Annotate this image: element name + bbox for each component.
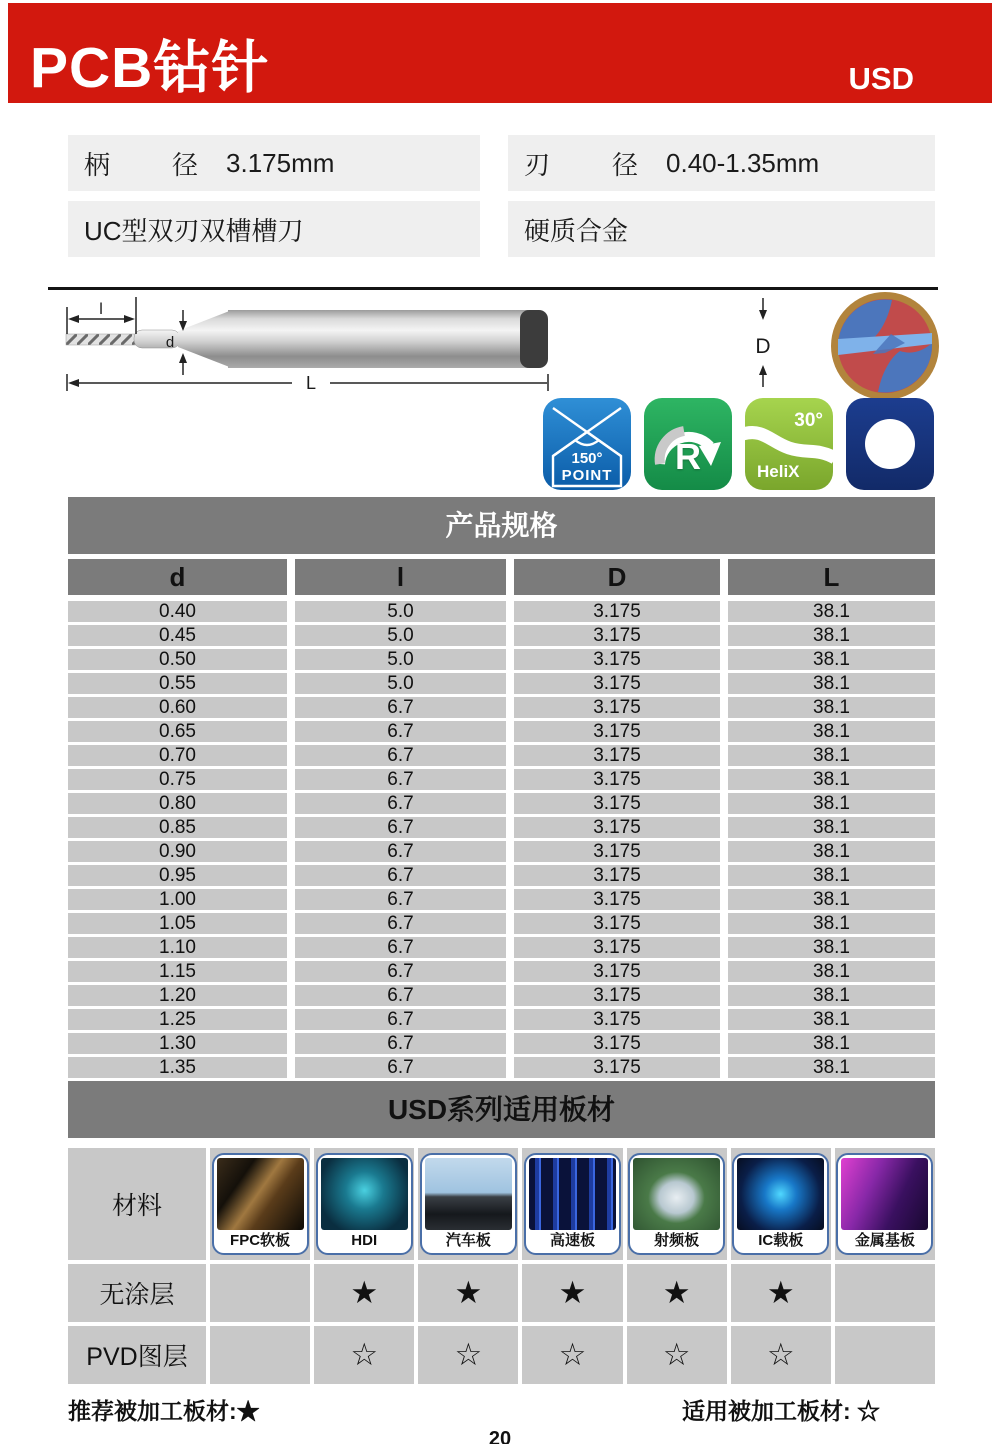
spec-table-cell: 3.175 bbox=[514, 697, 720, 718]
spec-table-cell: 0.40 bbox=[68, 601, 287, 622]
spec-table-cell: 0.85 bbox=[68, 817, 287, 838]
uncoated-star-cell: ★ bbox=[418, 1264, 518, 1322]
spec-table-cell: 0.45 bbox=[68, 625, 287, 646]
spec-table-cell: 0.70 bbox=[68, 745, 287, 766]
spec-table-cell: 3.175 bbox=[514, 961, 720, 982]
spec-table-cell: 38.1 bbox=[728, 841, 935, 862]
legend-suitable: 适用被加工板材: ☆ bbox=[681, 1398, 880, 1424]
spec-table-cell: 6.7 bbox=[295, 769, 506, 790]
feature-icons bbox=[543, 398, 934, 490]
spec-table-cell: 0.75 bbox=[68, 769, 287, 790]
helix-angle-value: 30° bbox=[794, 410, 823, 431]
material-label: 金属基板 bbox=[854, 1232, 915, 1249]
spec-table-cell: 3.175 bbox=[514, 793, 720, 814]
spec-table-cell: 6.7 bbox=[295, 865, 506, 886]
spec-table-row bbox=[68, 793, 935, 814]
spec-table-cell: 38.1 bbox=[728, 961, 935, 982]
materials-row bbox=[68, 1148, 935, 1260]
blade-diameter-cell bbox=[508, 135, 935, 191]
material-cell bbox=[314, 1148, 414, 1260]
material-card bbox=[524, 1153, 621, 1255]
spec-table-row bbox=[68, 961, 935, 982]
blade-label2: 径 bbox=[612, 149, 639, 180]
uncoated-star-cell: ★ bbox=[627, 1264, 727, 1322]
spec-table-cell: 5.0 bbox=[295, 601, 506, 622]
spec-table-body bbox=[0, 601, 1000, 1078]
spec-table-cell: 6.7 bbox=[295, 889, 506, 910]
spec-table-cell: 38.1 bbox=[728, 793, 935, 814]
ring-dot bbox=[865, 419, 915, 469]
material-image-car bbox=[425, 1158, 512, 1230]
spec-table-row bbox=[68, 1057, 935, 1078]
blade-value: 0.40-1.35mm bbox=[666, 147, 820, 178]
material-card bbox=[420, 1153, 517, 1255]
shank-value: 3.175mm bbox=[226, 147, 335, 178]
spec-table-row bbox=[68, 865, 935, 886]
spec-table-cell: 38.1 bbox=[728, 913, 935, 934]
blade-label: 刃 bbox=[524, 149, 551, 180]
spec-summary-row-1 bbox=[68, 135, 935, 191]
spec-table-cell: 3.175 bbox=[514, 1057, 720, 1078]
dim-L-label: L bbox=[305, 373, 317, 393]
pvd-star-cell bbox=[835, 1326, 935, 1384]
spec-table-cell: 38.1 bbox=[728, 769, 935, 790]
material-cell: 硬质合金 bbox=[508, 201, 935, 257]
uncoated-star-cell bbox=[210, 1264, 310, 1322]
spec-table-cell: 3.175 bbox=[514, 673, 720, 694]
spec-table-cell: 1.00 bbox=[68, 889, 287, 910]
uncoated-star-cell: ★ bbox=[522, 1264, 622, 1322]
shank-label: 柄 bbox=[84, 149, 111, 180]
pvd-star-cell: ☆ bbox=[418, 1326, 518, 1384]
spec-table-cell: 6.7 bbox=[295, 937, 506, 958]
pvd-star-cell bbox=[210, 1326, 310, 1384]
spec-table-cell: 38.1 bbox=[728, 649, 935, 670]
spec-table-cell: 1.30 bbox=[68, 1033, 287, 1054]
spec-table-cell: 6.7 bbox=[295, 1057, 506, 1078]
spec-table-cell: 0.90 bbox=[68, 841, 287, 862]
dim-l-label: l bbox=[99, 301, 103, 318]
spec-table-cell: 3.175 bbox=[514, 1009, 720, 1030]
spec-table-row bbox=[68, 889, 935, 910]
spec-table-row bbox=[68, 937, 935, 958]
dim-d-label: d bbox=[165, 334, 175, 351]
page-number: 20 bbox=[488, 1428, 512, 1444]
material-cell bbox=[627, 1148, 727, 1260]
material-image-ic bbox=[737, 1158, 824, 1230]
shank-diameter-cell bbox=[68, 135, 480, 191]
helix-caption: HeliX bbox=[757, 462, 800, 481]
spec-table-cell: 38.1 bbox=[728, 625, 935, 646]
spec-summary-row-2 bbox=[68, 201, 935, 257]
legend-footer bbox=[68, 1393, 880, 1426]
dim-D-label: D bbox=[755, 335, 771, 358]
materials-row-label: 材料 bbox=[68, 1148, 206, 1260]
spec-table-row bbox=[68, 985, 935, 1006]
spec-table-cell: 3.175 bbox=[514, 865, 720, 886]
legend-recommended: 推荐被加工板材:★ bbox=[68, 1398, 260, 1424]
material-label: IC载板 bbox=[758, 1232, 804, 1249]
spec-table-cell: 0.60 bbox=[68, 697, 287, 718]
spec-table-row bbox=[68, 697, 935, 718]
spec-table-cell: 3.175 bbox=[514, 1033, 720, 1054]
spec-table-cell: 3.175 bbox=[514, 841, 720, 862]
uncoated-star-cell: ★ bbox=[314, 1264, 414, 1322]
drill-bit-shape bbox=[66, 310, 548, 368]
spec-table-row bbox=[68, 745, 935, 766]
spec-table-row bbox=[68, 649, 935, 670]
tool-type-cell: UC型双刃双槽槽刀 bbox=[68, 201, 480, 257]
spec-table-cell: 3.175 bbox=[514, 937, 720, 958]
spec-table-cell: 5.0 bbox=[295, 625, 506, 646]
material-cell bbox=[210, 1148, 310, 1260]
material-label: 汽车板 bbox=[445, 1232, 491, 1249]
material-label: 射频板 bbox=[654, 1232, 700, 1249]
spec-table-cell: 3.175 bbox=[514, 721, 720, 742]
drill-diagram bbox=[0, 290, 1000, 490]
spec-table-row bbox=[68, 817, 935, 838]
uncoated-star-cell bbox=[835, 1264, 935, 1322]
spec-table-cell: 38.1 bbox=[728, 1033, 935, 1054]
spec-summary bbox=[68, 135, 935, 257]
material-label: 高速板 bbox=[549, 1232, 595, 1249]
spec-table-row bbox=[68, 913, 935, 934]
spec-table-cell: 0.50 bbox=[68, 649, 287, 670]
spec-table-cell: 3.175 bbox=[514, 649, 720, 670]
spec-table-columns bbox=[68, 559, 935, 595]
radius-icon bbox=[644, 398, 732, 490]
spec-table-cell: 6.7 bbox=[295, 745, 506, 766]
series-code: USD bbox=[848, 60, 914, 96]
spec-table-cell: 6.7 bbox=[295, 841, 506, 862]
spec-table-cell: 0.95 bbox=[68, 865, 287, 886]
radius-letter: R bbox=[675, 436, 701, 477]
spec-table-cell: 1.10 bbox=[68, 937, 287, 958]
materials-title: USD系列适用板材 bbox=[68, 1081, 935, 1138]
spec-table-cell: 0.55 bbox=[68, 673, 287, 694]
pvd-star-label: PVD图层 bbox=[68, 1326, 206, 1384]
spec-table-cell: 0.65 bbox=[68, 721, 287, 742]
spec-table-row bbox=[68, 1033, 935, 1054]
page-header bbox=[8, 3, 992, 103]
spec-table-cell: 1.20 bbox=[68, 985, 287, 1006]
pvd-star-cell: ☆ bbox=[522, 1326, 622, 1384]
spec-table-cell: 1.05 bbox=[68, 913, 287, 934]
spec-table-cell: 6.7 bbox=[295, 817, 506, 838]
material-label: HDI bbox=[351, 1232, 378, 1249]
ring-icon bbox=[846, 398, 934, 490]
column-header: l bbox=[295, 559, 506, 595]
spec-table-cell: 1.15 bbox=[68, 961, 287, 982]
spec-table-cell: 3.175 bbox=[514, 913, 720, 934]
pvd-star-cell: ☆ bbox=[731, 1326, 831, 1384]
spec-table-cell: 1.25 bbox=[68, 1009, 287, 1030]
material-card bbox=[732, 1153, 829, 1255]
material-image-metal bbox=[841, 1158, 928, 1230]
spec-table-title: 产品规格 bbox=[68, 497, 935, 554]
helix-angle-icon bbox=[745, 398, 833, 490]
point-angle-caption: POINT bbox=[561, 467, 613, 484]
spec-table-cell: 3.175 bbox=[514, 817, 720, 838]
spec-table-cell: 3.175 bbox=[514, 625, 720, 646]
spec-table-cell: 0.80 bbox=[68, 793, 287, 814]
material-card bbox=[316, 1153, 413, 1255]
spec-table-cell: 3.175 bbox=[514, 601, 720, 622]
material-card bbox=[836, 1153, 933, 1255]
spec-table-row bbox=[68, 721, 935, 742]
material-image-rf bbox=[633, 1158, 720, 1230]
material-card bbox=[628, 1153, 725, 1255]
spec-table-row bbox=[68, 601, 935, 622]
spec-table-cell: 3.175 bbox=[514, 985, 720, 1006]
spec-table-cell: 6.7 bbox=[295, 1009, 506, 1030]
cross-section-image bbox=[831, 292, 939, 400]
material-image-server bbox=[529, 1158, 616, 1230]
uncoated-star-cell: ★ bbox=[731, 1264, 831, 1322]
material-cell bbox=[522, 1148, 622, 1260]
spec-table-cell: 38.1 bbox=[728, 745, 935, 766]
spec-table-cell: 6.7 bbox=[295, 985, 506, 1006]
spec-table-row bbox=[68, 769, 935, 790]
pvd-row bbox=[68, 1326, 935, 1384]
material-image-fpc bbox=[217, 1158, 304, 1230]
spec-table-cell: 38.1 bbox=[728, 937, 935, 958]
material-cell bbox=[418, 1148, 518, 1260]
spec-table-cell: 38.1 bbox=[728, 985, 935, 1006]
spec-table-cell: 38.1 bbox=[728, 1009, 935, 1030]
spec-table-cell: 6.7 bbox=[295, 1033, 506, 1054]
spec-table-cell: 38.1 bbox=[728, 1057, 935, 1078]
column-header: L bbox=[728, 559, 935, 595]
spec-table-cell: 38.1 bbox=[728, 673, 935, 694]
spec-table-cell: 5.0 bbox=[295, 649, 506, 670]
spec-table-row bbox=[68, 625, 935, 646]
uncoated-star-label: 无涂层 bbox=[68, 1264, 206, 1322]
page-title: PCB钻针 bbox=[30, 36, 270, 100]
column-header: D bbox=[514, 559, 720, 595]
spec-table-cell: 38.1 bbox=[728, 601, 935, 622]
spec-table-cell: 6.7 bbox=[295, 793, 506, 814]
spec-table-cell: 38.1 bbox=[728, 697, 935, 718]
point-angle-value: 150° bbox=[571, 450, 603, 467]
spec-table-cell: 6.7 bbox=[295, 697, 506, 718]
spec-table-cell: 38.1 bbox=[728, 817, 935, 838]
pvd-star-cell: ☆ bbox=[314, 1326, 414, 1384]
spec-table-row bbox=[68, 1009, 935, 1030]
spec-table-cell: 6.7 bbox=[295, 913, 506, 934]
point-angle-icon bbox=[543, 398, 631, 490]
column-header: d bbox=[68, 559, 287, 595]
spec-table-cell: 3.175 bbox=[514, 769, 720, 790]
spec-table-cell: 6.7 bbox=[295, 721, 506, 742]
spec-table-cell: 38.1 bbox=[728, 721, 935, 742]
spec-table-cell: 3.175 bbox=[514, 745, 720, 766]
spec-table-row bbox=[68, 841, 935, 862]
spec-table-cell: 3.175 bbox=[514, 889, 720, 910]
material-cell bbox=[835, 1148, 935, 1260]
pvd-star-cell: ☆ bbox=[627, 1326, 727, 1384]
material-cell bbox=[731, 1148, 831, 1260]
spec-table-cell: 38.1 bbox=[728, 889, 935, 910]
uncoated-row bbox=[68, 1264, 935, 1322]
spec-table-cell: 5.0 bbox=[295, 673, 506, 694]
spec-table-cell: 38.1 bbox=[728, 865, 935, 886]
material-label: FPC软板 bbox=[230, 1232, 291, 1249]
spec-table-row bbox=[68, 673, 935, 694]
material-image-hdi bbox=[321, 1158, 408, 1230]
spec-table-cell: 1.35 bbox=[68, 1057, 287, 1078]
shank-label2: 径 bbox=[172, 149, 199, 180]
material-card bbox=[212, 1153, 309, 1255]
spec-table-cell: 6.7 bbox=[295, 961, 506, 982]
